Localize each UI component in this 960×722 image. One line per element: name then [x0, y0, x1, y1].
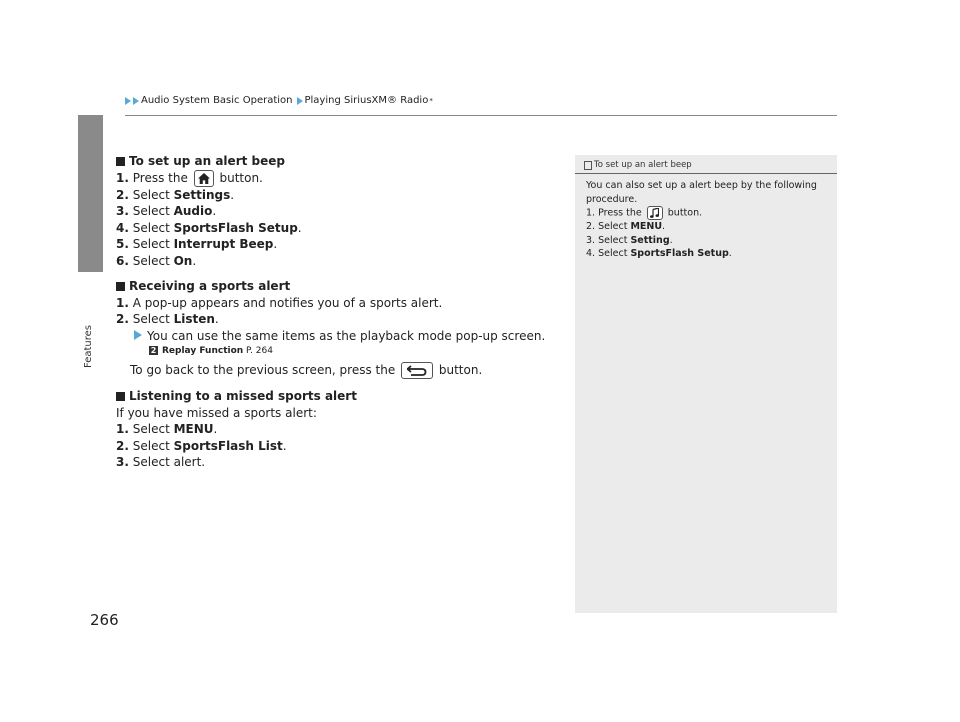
breadcrumb-part-1: Audio System Basic Operation	[141, 95, 293, 106]
cross-reference-link[interactable]: 2 Replay Function P. 264	[150, 346, 273, 356]
sidebar-intro: You can also set up a alert beep by the following procedure.	[586, 180, 817, 205]
section-tab	[78, 115, 103, 272]
breadcrumb-arrow-icon	[125, 97, 131, 105]
step: 3. Select Audio.	[116, 204, 217, 218]
optional-feature-star: *	[429, 96, 433, 105]
section-heading-alert-beep: To set up an alert beep	[116, 153, 556, 170]
reference-icon: 2	[150, 346, 157, 355]
section-heading-receiving: Receiving a sports alert	[116, 278, 556, 295]
page-number: 266	[90, 611, 119, 629]
sidebar-step: 4. Select SportsFlash Setup.	[586, 248, 732, 259]
sidebar-note	[575, 155, 837, 613]
square-bullet-icon	[116, 392, 125, 401]
breadcrumb-arrow-icon	[297, 97, 303, 105]
note: You can use the same items as the playback mode pop-up screen.	[116, 328, 556, 345]
square-bullet-icon	[116, 282, 125, 291]
step: 4. Select SportsFlash Setup.	[116, 220, 302, 235]
music-note-icon	[647, 206, 663, 220]
step: 3. Select alert.	[116, 455, 206, 469]
sidebar-title: To set up an alert beep	[584, 160, 837, 170]
back-instruction: To go back to the previous screen, press the button.	[130, 363, 483, 377]
section-label: Features	[83, 325, 94, 368]
step: 2. Select Settings.	[116, 187, 235, 202]
step: 2. Select Listen.	[116, 312, 219, 326]
sidebar-step: 3. Select Setting.	[586, 234, 673, 246]
section-heading-missed: Listening to a missed sports alert	[116, 388, 556, 405]
step: 1. A pop-up appears and notifies you of a sports alert.	[116, 295, 443, 310]
back-arrow-icon	[401, 362, 433, 379]
note-arrow-icon	[134, 330, 142, 340]
sidebar-rule	[575, 173, 837, 174]
step: 2. Select SportsFlash List.	[116, 438, 287, 453]
main-content	[116, 153, 556, 471]
home-icon	[194, 170, 214, 187]
sidebar-step: 1. Press the button.	[586, 207, 703, 219]
sidebar-step: 2. Select MENU.	[586, 221, 666, 232]
breadcrumb	[125, 95, 433, 106]
note-icon	[584, 161, 592, 170]
step: 5. Select Interrupt Beep.	[116, 237, 278, 251]
square-bullet-icon	[116, 157, 125, 166]
breadcrumb-part-2: Playing SiriusXM® Radio	[304, 95, 429, 106]
breadcrumb-arrow-icon	[133, 97, 139, 105]
sidebar-body	[586, 179, 831, 261]
step: 1. Select MENU.	[116, 422, 218, 436]
header-rule	[125, 115, 837, 116]
step: 1. Press the button.	[116, 170, 263, 185]
step: 6. Select On.	[116, 253, 197, 268]
intro-text: If you have missed a sports alert:	[116, 405, 317, 420]
